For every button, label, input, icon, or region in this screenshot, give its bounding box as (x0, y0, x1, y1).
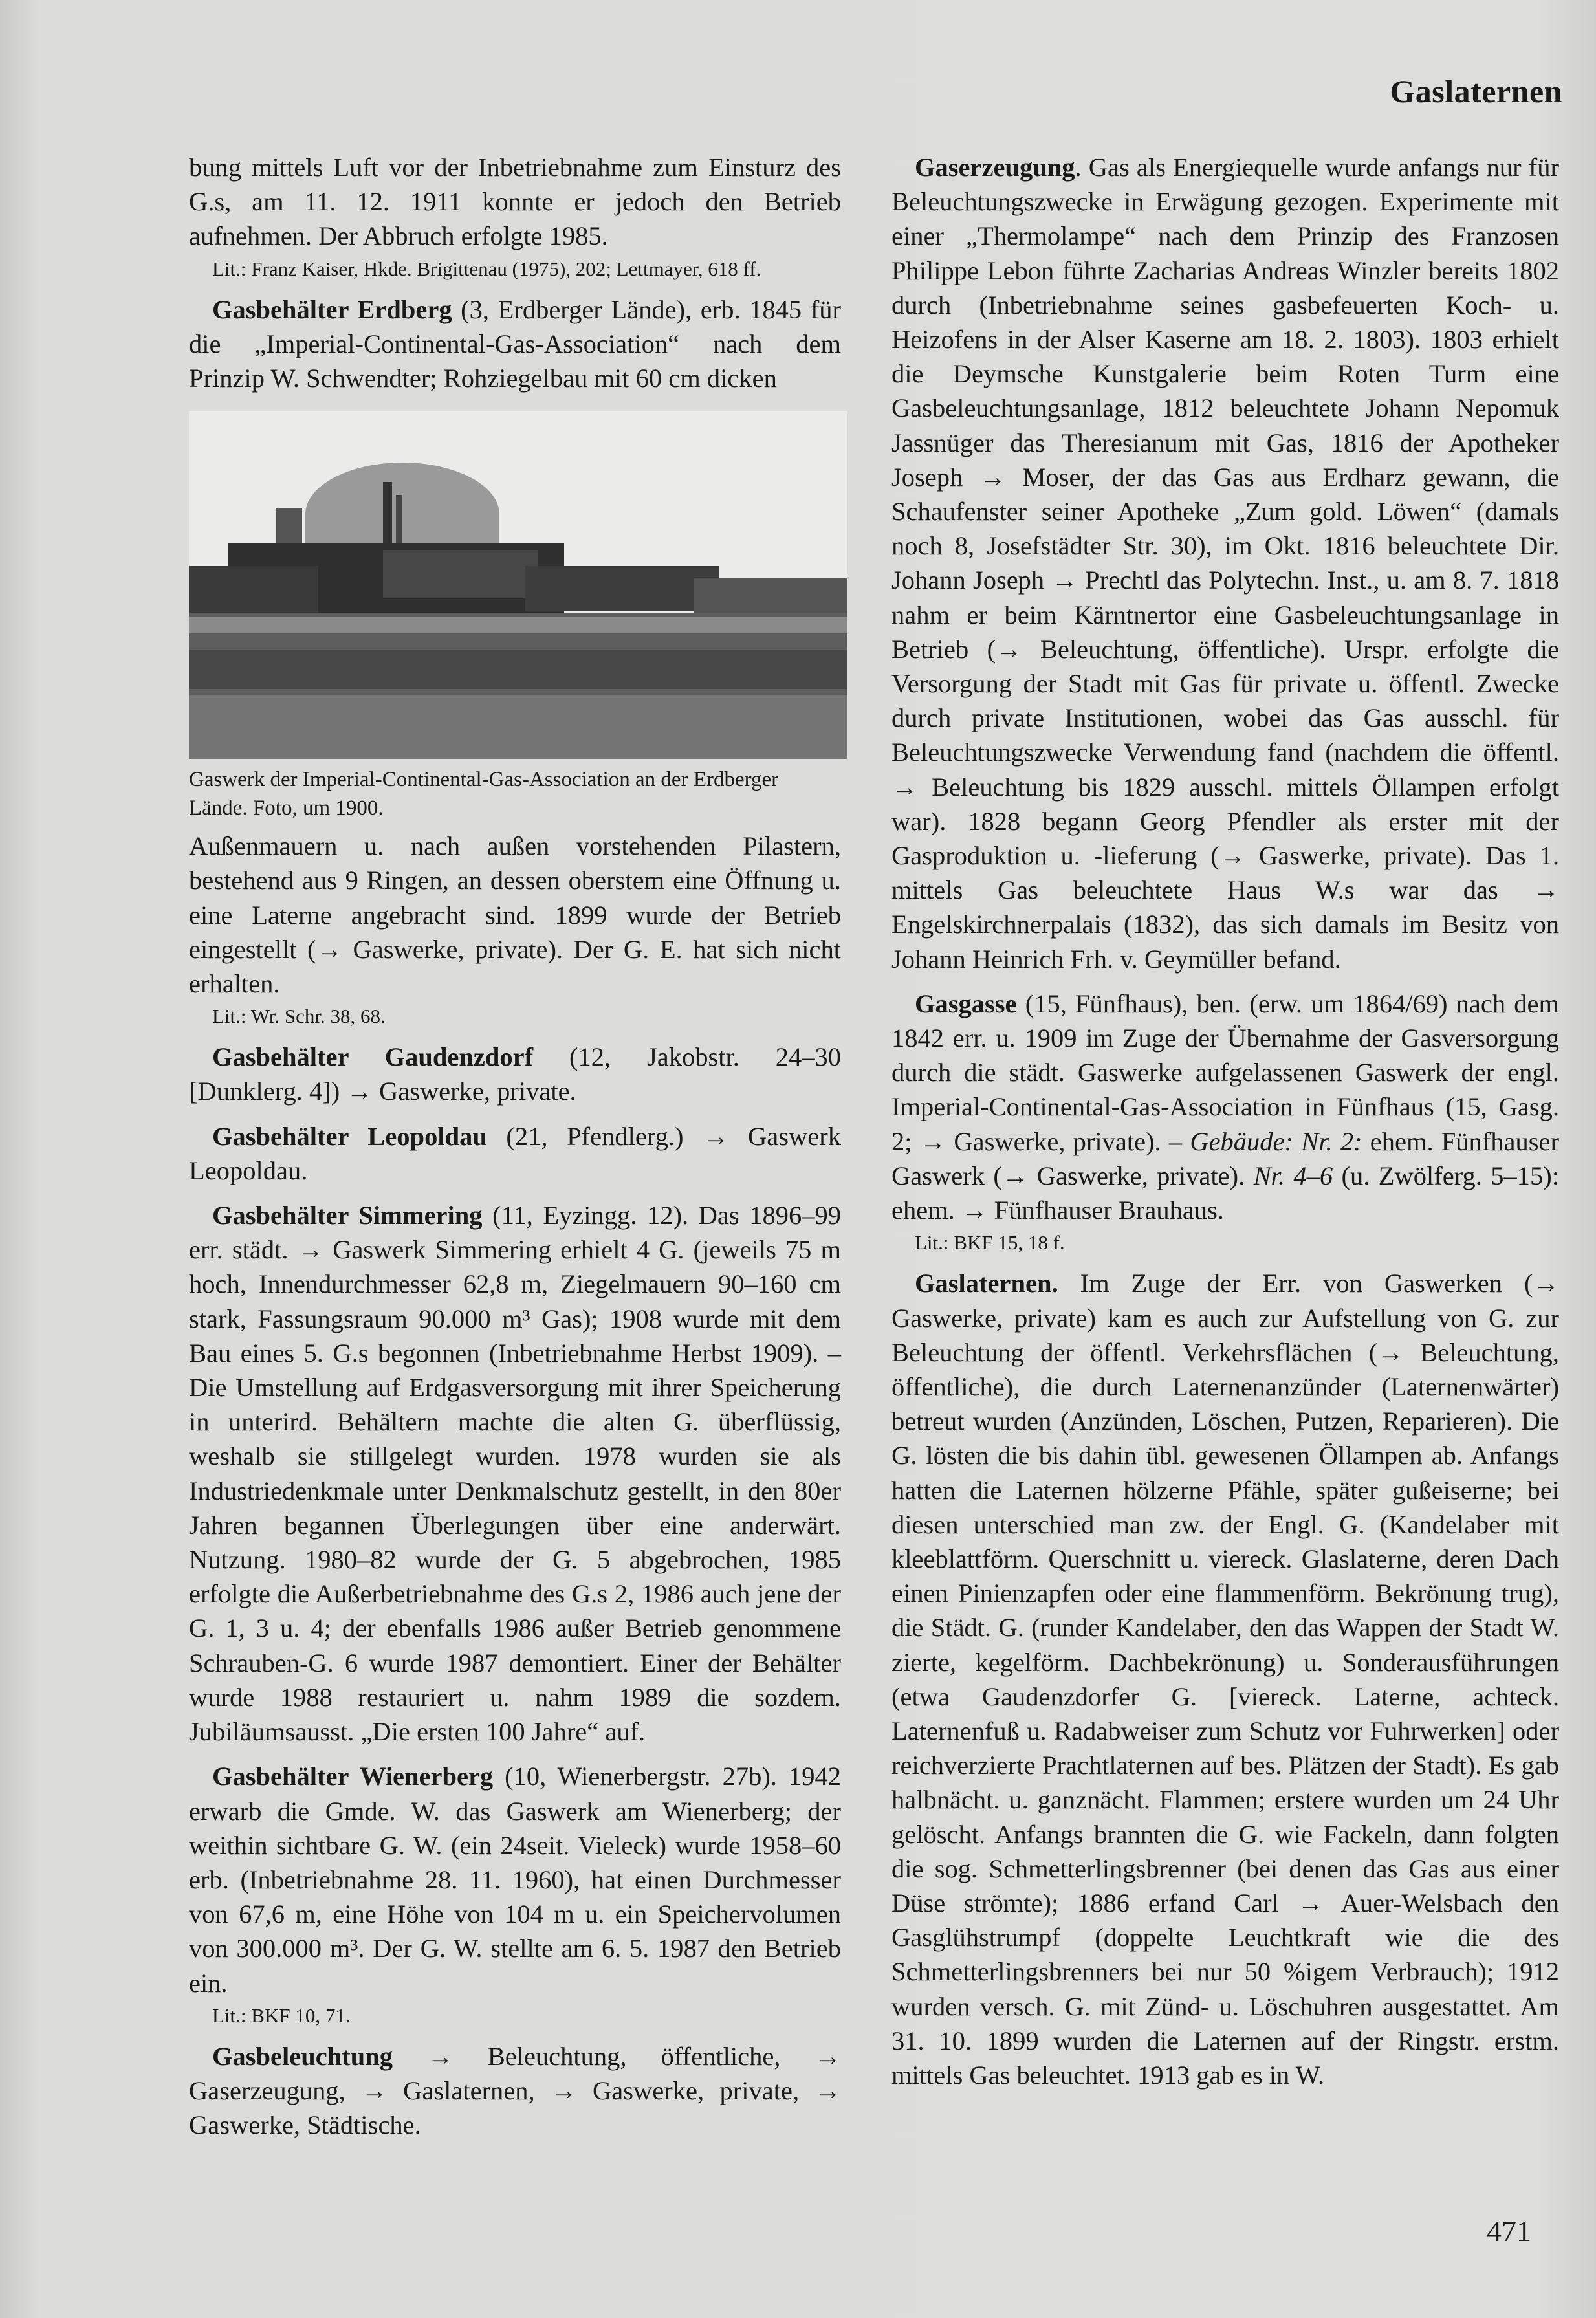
continued-paragraph: bung mittels Luft vor der Inbetriebnahme zum Einsturz des G.s, am 11. 12. 1911 konnte er jedoch den Betrieb aufnehmen. Der Abbruch erfolgte 1985. (189, 153, 841, 251)
entry-text: (3, Erdberger Lände), erb. 1845 für die „Imperial-Continental-Gas-Association“ nach dem Prinzip W. Schwendter; Rohziegelbau mit 60 cm dicken (189, 294, 841, 393)
lemma: Gasbehälter Gaudenzdorf (212, 1042, 534, 1072)
italic-reference: Nr. 4–6 (1253, 1161, 1333, 1190)
literature-note: Lit.: BKF 10, 71. (212, 2004, 351, 2027)
literature-note: Lit.: Wr. Schr. 38, 68. (212, 1005, 386, 1028)
entry-gasbehaelter-wienerberg (189, 1759, 841, 2000)
entry-text: . Gas als Energiequelle wurde anfangs nur für Beleuchtungszwecke in Erwägung gezogen. Experimente mit einer „Thermolampe“ nach dem Prinzip des Franzosen Philippe Lebon führte Zacharias Andreas Winzler bereits 1802 durch (Inbetriebnahme seines gasbefeuerten Koch- u. Heizofens in der Alser Kaserne am 18. 2. 1803). 1803 erhielt die Deymsche Kunstgalerie beim Roten Turm eine Gasbeleuchtungsanlage, 1812 beleuchtete Johann Nepomuk Jassnüger das Theresianum mit Gas, 1816 der Apotheker Joseph → Moser, der das Gas aus Erdharz gewann, die Schaufenster seiner Apotheke „Zum gold. Löwen“ (damals noch 8, Josefstädter Str. 30), im Okt. 1816 beleuchtete Dir. Johann Joseph → Prechtl das Polytechn. Inst., u. am 8. 7. 1818 nahm er beim Kärntnertor eine Gasbeleuchtungsanlage in Betrieb (→ Beleuchtung, öffentliche). Urspr. erfolgte die Versorgung der Stadt mit Gas für private u. öffentl. Zwecke durch private Institutionen, wobei das Gas ausschl. für Beleuchtungszwecke Verwendung fand (nachdem die öffentl. → Beleuchtung bis 1829 ausschl. mittels Öllampen erfolgt war). 1828 begann Georg Pfendler als erster mit der Gasproduktion u. -lieferung (→ Gaswerke, private). Das 1. mittels Gas beleuchtete Haus W.s war das → Engelskirchnerpalais (1832), das sich damals im Besitz von Johann Heinrich Frh. v. Geymüller befand. (891, 153, 1559, 974)
entry-text: Im Zuge der Err. von Gaswerken (→ Gaswerke, private) kam es auch zur Aufstellung von G. zur Beleuchtung der öffentl. Verkehrsflächen (→ Beleuchtung, öffentliche), die durch Laternenanzünder (Laternenwärter) betreut wurden (Anzünden, Löschen, Putzen, Reparieren). Die G. lösten die bis dahin übl. gewesenen Öllampen ab. Anfangs hatten die Laternen hölzerne Pfähle, später gußeiserne; bei diesen unterschied man zw. der Engl. G. (Kandelaber mit kleeblattförm. Querschnitt u. viereck. Glaslaterne, deren Dach einen Pinienzapfen oder eine flammenförm. Bekrönung trug), die Städt. G. (runder Kandelaber, den das Wappen der Stadt W. zierte, kegelförm. Dachbekrönung) u. Sonderausführungen (etwa Gaudenzdorfer G. [viereck. Laterne, achteck. Laternenfuß u. Radabweiser zum Schutz vor Fuhrwerken] oder reichverzierte Prachtlaternen auf bes. Plätzen der Stadt). Es gab halbnächt. u. ganznächt. Flammen; erstere wurden um 24 Uhr gelöscht. Anfangs brannten die G. wie Fackeln, dann folgten die sog. Schmetterlingsbrenner (bei denen das Gas aus einer Düse strömte); 1886 erfand Carl → Auer-Welsbach den Gasglühstrumpf (doppelte Leuchtkraft wie die des Schmetterlingsbrenners bei nur 50 %igem Verbrauch); 1912 wurden versch. G. mit Zünd- u. Löschuhren ausgestattet. Am 31. 10. 1899 wurden die Laternen auf der Ringstr. erstm. mittels Gas beleuchtet. 1913 gab es in W. (891, 1269, 1559, 2090)
entry-text: ehem. Fünfhauser Gaswerk (→ Gaswerke, private). (891, 1126, 1559, 1190)
entry-continuation: Außenmauern u. nach außen vorstehenden Pilastern, bestehend aus 9 Ringen, an dessen oberstem eine Öffnung u. eine Laterne angebracht sind. 1899 wurde der Betrieb eingestellt (→ Gaswerke, private). Der G. E. hat sich nicht erhalten. (189, 831, 841, 999)
lemma: Gasbehälter Simmering (212, 1201, 483, 1230)
entry-text: (15, Fünfhaus), ben. (erw. um 1864/69) nach dem 1842 err. u. 1909 im Zuge der Übernahme der Gasversorgung durch die städt. Gaswerke aufgelassenen Gaswerk der engl. Imperial-Continental-Gas-Association in Fünfhaus (15, Gasg. 2; → Gaswerke, private). – (891, 989, 1559, 1156)
entry-gasgasse (891, 987, 1559, 1227)
page-number: 471 (1487, 2214, 1531, 2247)
entry-gaserzeugung (891, 150, 1559, 976)
entry-gasbehaelter-simmering (189, 1198, 841, 1749)
running-head: Gaslaternen (1390, 73, 1562, 109)
entry-gasbehaelter-erdberg (189, 292, 841, 396)
left-column (189, 150, 841, 2145)
entry-gasbehaelter-gaudenzdorf (189, 1040, 841, 1108)
figure (189, 411, 841, 822)
lemma: Gasbehälter Leopoldau (212, 1121, 487, 1151)
entry-text: → Beleuchtung, öffentliche, → Gaserzeugung, → Gaslaternen, → Gaswerke, private, → Gaswerke, Städtische. (189, 2041, 841, 2140)
entry-gasbeleuchtung (189, 2039, 841, 2143)
lemma: Gasbehälter Wienerberg (212, 1762, 494, 1791)
gaswerk-illustration (189, 411, 847, 759)
entry-text: (10, Wienerbergstr. 27b). 1942 erwarb die Gmde. W. das Gaswerk am Wienerberg; der weithin sichtbare G. W. (ein 24seit. Vieleck) wurde 1958–60 erb. (Inbetriebnahme 28. 11. 1960), hat einen Durchmesser von 67,6 m, eine Höhe von 104 m u. ein Speichervolumen von 300.000 m³. Der G. W. stellte am 6. 5. 1987 den Betrieb ein. (189, 1762, 841, 1998)
entry-text: (21, Pfendlerg.) → Gaswerk Leopoldau. (189, 1121, 842, 1185)
lemma: Gasbeleuchtung (212, 2041, 393, 2071)
entry-text: (11, Eyzingg. 12). Das 1896–99 err. städt. → Gaswerk Simmering erhielt 4 G. (jeweils 75 m hoch, Innendurchmesser 62,8 m, Ziegelmauern 90–160 cm stark, Fassungsraum 90.000 m³ Gas); 1908 wurde mit dem Bau eines 5. G.s begonnen (Inbetriebnahme Herbst 1909). – Die Umstellung auf Erdgasversorgung mit ihrer Speicherung in unterird. Behältern machte die alten G. überflüssig, weshalb sie stillgelegt wurden. 1978 wurden sie als Industriedenkmale unter Denkmalschutz gestellt, in den 80er Jahren begannen Überlegungen über eine anderwärt. Nutzung. 1980–82 wurde der G. 5 abgebrochen, 1985 erfolgte die Außerbetriebnahme des G.s 2, 1986 auch jene der G. 1, 3 u. 4; der ebenfalls 1986 außer Betrieb genommene Schrauben-G. 6 wurde 1987 demontiert. Einer der Behälter wurde 1988 restauriert u. nahm 1989 die sozdem. Jubiläumsausst. „Die ersten 100 Jahre“ auf. (189, 1201, 841, 1747)
literature-note: Lit.: Franz Kaiser, Hkde. Brigittenau (1975), 202; Lettmayer, 618 ff. (212, 257, 761, 280)
literature-note: Lit.: BKF 15, 18 f. (915, 1231, 1065, 1254)
entry-text: (12, Jakobstr. 24–30 [Dunklerg. 4]) → Gaswerke, private. (189, 1042, 841, 1106)
entry-gasbehaelter-leopoldau (189, 1119, 841, 1188)
lemma: Gasgasse (915, 989, 1017, 1018)
entry-text: (u. Zwölferg. 5–15): ehem. → Fünfhauser Brauhaus. (891, 1161, 1559, 1225)
lemma: Gaserzeugung (915, 153, 1075, 182)
entry-gaslaternen (891, 1266, 1559, 2092)
gaswerk-photo (189, 411, 847, 759)
right-column (891, 150, 1559, 2095)
italic-reference: Gebäude: Nr. 2: (1190, 1126, 1362, 1156)
lemma: Gasbehälter Erdberg (212, 294, 452, 324)
lemma: Gaslaternen. (915, 1269, 1058, 1298)
figure-caption: Gaswerk der Imperial-Continental-Gas-Association an der Erdberger Lände. Foto, um 1900. (189, 768, 779, 820)
